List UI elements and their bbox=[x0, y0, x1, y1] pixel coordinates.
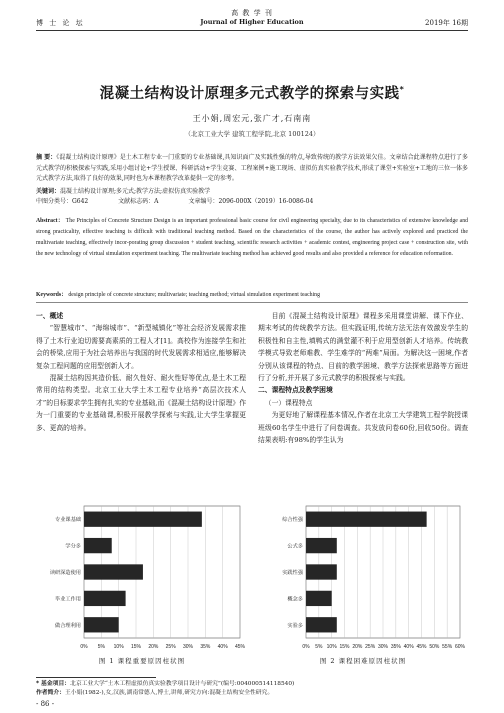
footnote-rule bbox=[36, 677, 156, 678]
classification-codes bbox=[36, 197, 468, 207]
x-tick-label: 35% bbox=[200, 644, 211, 650]
bar bbox=[306, 591, 332, 606]
paragraph: 混凝土结构因其造价低、耐久性好、耐火性好等优点,是土木工程常用的结构类型。北京工业大学土木工程专业培养“高层次技术人才”的目标要求学生拥有扎实的专业基础,而《混凝土结构设计原理》作为一门重要的专业基础课,积极开展教学探索与实践,让大学生掌握更多、更高的培养。 bbox=[36, 374, 246, 432]
header-journal-en: Journal of Higher Education bbox=[200, 18, 304, 26]
paragraph: 目前《混凝土结构设计原理》课程多采用课堂讲解、课下作业、期末考试的传统教学方法。但实践证明,传统方法无法有效激发学生的积极性和自主性,填鸭式的满堂灌不利于应用型创新人才培养。传统教学模式导致老师难教、学生难学的“两难”局面。为解决这一困境,作者分别从该课程的特点、目前的教学困境、教学方法探索思路等方面进行了分析,并开展了多元式教学的积极探索与实践。 bbox=[258, 312, 468, 383]
keywords-cn bbox=[36, 187, 468, 197]
author-list: 王小娟,周宏元,张广才,石南南 bbox=[192, 114, 312, 123]
x-tick-label: 35% bbox=[390, 644, 401, 650]
paragraph: 为更好地了解课程基本情况,作者在北京工大学建筑工程学院授课班级60名学生中进行了问卷调查。共发放问卷60份,回收50份。调查结果表明:有98%的学生认为 bbox=[258, 411, 468, 445]
bar bbox=[84, 564, 143, 579]
x-tick-label: 40% bbox=[217, 644, 228, 650]
article-number: 文章编号：2096-000X（2019）16-0086-04 bbox=[188, 198, 314, 205]
category-label: 实践性强 bbox=[282, 570, 303, 576]
category-label: 学分多 bbox=[65, 543, 81, 550]
bar bbox=[84, 591, 126, 606]
x-tick-label: 45% bbox=[416, 644, 427, 650]
x-tick-label: 25% bbox=[165, 644, 176, 650]
paragraph: “智慧城市”、“海绵城市”、“新型城镇化”等社会经济发展需求推得了土木行业迫切需要高素质的工程人才[1]。高校作为连接学生和社会的桥梁,应用于为社会培养出与我国的时代发展需求相适应,能够解决复杂工程问题的应用型创新人才。 bbox=[36, 324, 246, 370]
abstract-separator bbox=[36, 302, 468, 303]
category-label: 做合理利用 bbox=[55, 622, 81, 629]
abstract-en bbox=[36, 216, 468, 260]
x-tick-label: 20% bbox=[352, 644, 363, 650]
x-tick-label: 5% bbox=[315, 644, 323, 650]
chart-1 bbox=[36, 500, 248, 652]
x-tick-label: 0% bbox=[80, 644, 88, 650]
affiliation: （北京工业大学 建筑工程学院,北京 100124） bbox=[184, 130, 320, 138]
page-number: - 86 - bbox=[36, 700, 55, 708]
category-label: 综合性强 bbox=[282, 517, 303, 524]
keywords-cn-text: 混凝土结构设计原理;多元式;教学方法;虚拟仿真实验教学 bbox=[60, 188, 211, 195]
abstract-cn-text: 《混凝土结构设计原理》是土木工程专业一门重要的专业基础课,具知识面广及实践性强的特点,导致传统的教学方法效果欠佳。文章结合此课程特点进行了多元式教学的积极探索与实践,采用小组讨论+学生授课、科研活动+学生竞赛、工程案例+施工现场、虚拟仿真实验教学技术,形成了课堂+实验室+工地的三位一体多元式教学方法,取得了良好的效果,同时也为本课程教学改革提供一定的参考。 bbox=[36, 154, 468, 182]
x-tick-label: 10% bbox=[326, 644, 337, 650]
header-section: 博 士 论 坛 bbox=[36, 19, 85, 27]
abstract-cn-label: 摘 要： bbox=[36, 154, 57, 161]
paper-title bbox=[0, 82, 504, 103]
chart-2 bbox=[258, 500, 468, 652]
x-tick-label: 55% bbox=[442, 644, 453, 650]
bar bbox=[84, 617, 119, 632]
x-tick-label: 10% bbox=[113, 644, 124, 650]
keywords-en-label: Keywords： bbox=[36, 292, 67, 298]
x-tick-label: 45% bbox=[234, 644, 246, 650]
section-heading-overview: 一、概述 bbox=[36, 312, 64, 320]
bar bbox=[84, 512, 202, 527]
figure-1-caption: 图 1 课程重要原因柱状图 bbox=[98, 657, 186, 665]
x-tick-label: 60% bbox=[454, 644, 466, 650]
x-tick-label: 30% bbox=[377, 644, 389, 650]
section-heading-course: 二、课程特点及教学困境 bbox=[258, 386, 333, 395]
fund-text: 北京工业大学“土木工程虚拟仿真实验教学项目设计与研究”(编号:004000514118540) bbox=[70, 681, 295, 687]
x-tick-label: 0% bbox=[302, 644, 310, 650]
x-tick-label: 15% bbox=[130, 644, 142, 650]
header-issue: 2019年 16期 bbox=[425, 19, 468, 27]
author-text: 王小娟(1982-),女,汉族,湖南常德人,博士,讲师,研究方向:混凝土结构安全性研究。 bbox=[65, 690, 274, 696]
abstract-en-label: Abstract： bbox=[36, 218, 65, 224]
category-label: 概念多 bbox=[287, 596, 303, 603]
footnote bbox=[36, 680, 468, 698]
category-label: 毕业工作用 bbox=[55, 596, 81, 603]
bar bbox=[306, 564, 337, 579]
left-column bbox=[36, 310, 246, 434]
clc-code: 中图分类号：G642 bbox=[36, 198, 89, 205]
x-tick-label: 20% bbox=[148, 644, 159, 650]
category-label: 专业课基础 bbox=[55, 517, 81, 524]
keywords-en bbox=[36, 290, 468, 300]
fund-note bbox=[36, 680, 468, 689]
author-label: 作者简介： bbox=[36, 690, 65, 696]
bar bbox=[84, 538, 112, 553]
x-tick-label: 40% bbox=[403, 644, 414, 650]
keywords-cn-label: 关键词： bbox=[36, 188, 61, 195]
category-label: 公式多 bbox=[287, 543, 303, 550]
abstract-en-text: The Principles of Concrete Structure Design is an important professional basic course for civil engineering specialty, due to its characteristics of extensive knowledge and strong practicality, effective teaching is difficult with traditional teaching method. Based on the characteristics of the course, the author has actively explored and practiced the multivariate teaching, effectively incor-porating group discussion + student teaching, scientific research activities + academic contest, engineering project case + construction site, with the new technology of virtual simulation experiment teaching. The multivariate teaching method has achieved good results and also provided a reference for education reformation. bbox=[36, 218, 468, 257]
journal-cn-name: 高 教 学 刊 bbox=[231, 9, 273, 17]
doc-code: 文献标志码：A bbox=[118, 198, 159, 205]
x-tick-label: 5% bbox=[97, 644, 105, 650]
bar bbox=[306, 538, 337, 553]
category-label: 实验多 bbox=[287, 622, 303, 629]
figure-2-caption: 图 2 课程困难原因柱状图 bbox=[319, 657, 407, 665]
fund-label: * 基金项目： bbox=[36, 681, 71, 687]
header-rule bbox=[36, 30, 468, 31]
running-header bbox=[36, 18, 468, 29]
x-tick-label: 25% bbox=[365, 644, 376, 650]
bar bbox=[306, 617, 337, 632]
x-tick-label: 50% bbox=[429, 644, 440, 650]
category-label: 读研深造使用 bbox=[49, 570, 81, 576]
chart-2-svg bbox=[258, 500, 468, 652]
x-tick-label: 15% bbox=[339, 644, 350, 650]
right-column bbox=[258, 310, 468, 446]
subsection-heading: （一）课程特点 bbox=[264, 398, 313, 407]
abstract-cn bbox=[36, 153, 468, 185]
chart-1-svg bbox=[36, 500, 248, 652]
keywords-en-text: design principle of concrete structure; multivariate; teaching method; virtual simulation experiment teaching bbox=[68, 292, 320, 298]
title-text: 混凝土结构设计原理多元式教学的探索与实践 bbox=[99, 86, 400, 102]
title-footnote-mark: * bbox=[399, 85, 405, 95]
author-note bbox=[36, 689, 468, 698]
bar bbox=[306, 512, 427, 527]
x-tick-label: 30% bbox=[182, 644, 194, 650]
